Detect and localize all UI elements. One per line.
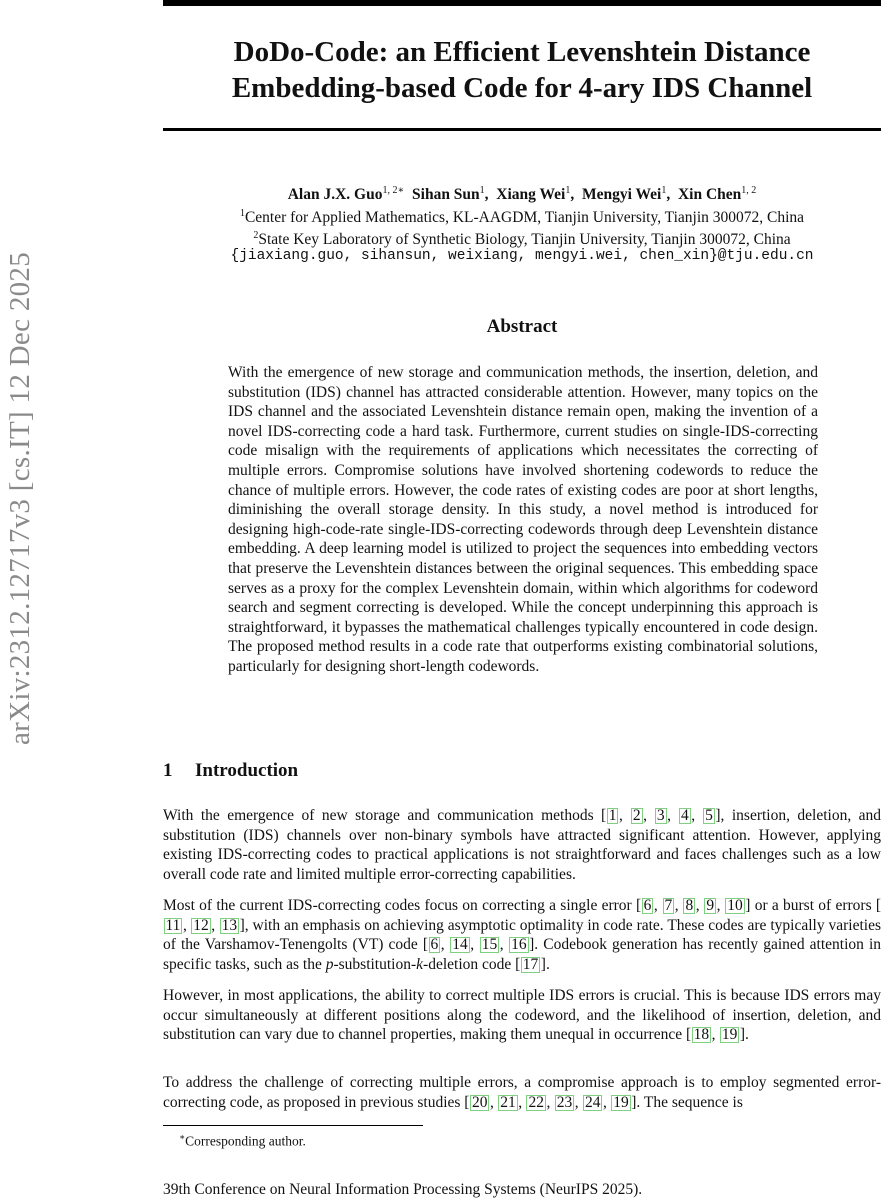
- citation-link[interactable]: 10: [727, 897, 743, 914]
- citation-link[interactable]: 11: [165, 916, 181, 934]
- citation-link[interactable]: 18: [693, 1026, 710, 1044]
- author-affil-sup: 1: [479, 185, 485, 196]
- author-name: Sihan Sun: [412, 186, 480, 204]
- citation-link[interactable]: 24: [584, 1093, 601, 1111]
- title-line-1: DoDo-Code: an Efficient Levenshtein Distance: [233, 36, 811, 68]
- citation-link[interactable]: 9: [706, 897, 715, 914]
- paper-title: [163, 34, 881, 106]
- citation-link[interactable]: 4: [681, 807, 689, 824]
- intro-paragraph-4: To address the challenge of correcting multiple errors, a compromise approach is to employ segmented error-correcting code, as proposed in previous studies [ 20 , 21 , 22 , 23 , 24 , 19 ]. The sequence is: [163, 1074, 881, 1111]
- top-rule: [163, 0, 881, 6]
- citation-link[interactable]: 23: [556, 1093, 573, 1111]
- author-affil-sup: 1: [565, 185, 571, 196]
- citation-link[interactable]: 8: [685, 897, 694, 914]
- footnote: ∗Corresponding author.: [179, 1132, 306, 1149]
- citation-link[interactable]: 14: [452, 936, 468, 954]
- author-affil-sup: 1: [661, 185, 667, 196]
- title-line-2: Embedding-based Code for 4-ary IDS Channel: [231, 72, 813, 104]
- citation-link[interactable]: 2: [632, 807, 641, 824]
- section-number: 1: [163, 760, 173, 781]
- citation-link[interactable]: 5: [705, 807, 713, 824]
- author-name: Xin Chen: [677, 186, 742, 204]
- citation-link[interactable]: 6: [430, 936, 439, 954]
- citation-link[interactable]: 12: [193, 916, 209, 934]
- citation-link[interactable]: 1: [608, 807, 617, 824]
- footnote-rule: [163, 1125, 423, 1126]
- arxiv-stamp: arXiv:2312.12717v3 [cs.IT] 12 Dec 2025: [4, 251, 36, 745]
- venue-footer: 39th Conference on Neural Information Processing Systems (NeurIPS 2025).: [163, 1181, 643, 1198]
- citation-link[interactable]: 19: [613, 1093, 629, 1111]
- citation-link[interactable]: 7: [664, 897, 673, 914]
- citation-link[interactable]: 13: [221, 916, 238, 934]
- citation-link[interactable]: 3: [656, 807, 665, 824]
- intro-paragraph-3: However, in most applications, the ability to correct multiple IDS errors is crucial. This is because IDS errors may occur simultaneously at different positions along the codeword, and the likelihood of insertion, deletion, and substitution can vary due to channel properties, making them unequal in occurrence [ 18 , 19 ].: [163, 987, 881, 1044]
- abstract-text: With the emergence of new storage and communication methods, the insertion, deletion, and substitution (IDS) channel has attracted considerable attention. However, many topics on the IDS channel and the associated Levenshtein distance remain open, making the invention of a novel IDS-correcting code a hard task. Furthermore, current studies on single-IDS-correcting code misalign with the requirements of applications which necessitates the correcting of multiple errors. Compromise solutions have involved shortening codewords to reduce the chance of multiple errors. However, the code rates of existing codes are poor at short lengths, diminishing the overall storage density. In this study, a novel method is introduced for designing high-code-rate single-IDS-correcting codewords through deep Levenshtein distance embedding. A deep learning model is utilized to project the sequences into embedding vectors that preserve the Levenshtein distances between the original sequences. This embedding space serves as a proxy for the complex Levenshtein domain, within which algorithms for codeword search and segment correcting is developed. While the concept underpinning this approach is straightforward, it bypasses the mathematical challenges typically encountered in code design. The proposed method results in a code rate that outperforms existing combinatorial solutions, particularly for designing short-length codewords.: [228, 364, 818, 675]
- title-rule: [163, 128, 881, 131]
- author-list: Alan J.X. Guo$^{1, 2∗}$ Sihan Sun$^1$, Xiang Wei$^1$, Mengyi Wei$^1$, Xin Chen$^{1, 2}$: [287, 185, 757, 204]
- citation-link[interactable]: 19: [721, 1026, 738, 1044]
- author-name: Xiang Wei: [496, 186, 566, 204]
- citation-link[interactable]: 17: [522, 955, 539, 973]
- author-name: Mengyi Wei: [581, 186, 662, 204]
- citation-link[interactable]: 22: [528, 1093, 544, 1111]
- citation-link[interactable]: 16: [511, 936, 527, 954]
- abstract-heading: Abstract: [486, 316, 558, 337]
- section-heading-introduction: [163, 760, 298, 782]
- citation-link[interactable]: 20: [471, 1093, 488, 1111]
- intro-paragraph-2: Most of the current IDS-correcting codes focus on correcting a single error [ 6 , 7 , 8 , 9 , 10 ] or a burst of errors [11 , 12 , 13 ], with an emphasis on achieving asymptotic optimality in code rate. These codes are typically varieties of the Varshamov-Tenengolts (VT) code [ 6 , 14 , 15 , 16 ]. Codebook generation has recently gained attention in specific tasks, such as the p-substitution-k-deletion code [ 17 ].: [163, 897, 881, 973]
- affiliation-2: $^2$State Key Laboratory of Synthetic Biology, Tianjin University, Tianjin 300072, China: [253, 230, 791, 249]
- corresponding-mark: ∗: [397, 185, 405, 196]
- section-title: Introduction: [195, 760, 299, 781]
- author-affil-sup: 1, 2: [741, 185, 757, 196]
- author-emails[interactable]: {jiaxiang.guo, sihansun, weixiang, mengyi.wei, chen_xin}@tju.edu.cn: [230, 248, 814, 264]
- author-affil-sup: 1, 2: [382, 185, 398, 196]
- citation-link[interactable]: 6: [643, 897, 652, 914]
- citation-link[interactable]: 21: [500, 1093, 516, 1111]
- affiliation-1: $^1$Center for Applied Mathematics, KL-AAGDM, Tianjin University, Tianjin 300072, China: [239, 208, 805, 227]
- citation-link[interactable]: 15: [481, 936, 498, 954]
- author-name: Alan J.X. Guo: [287, 186, 383, 204]
- intro-paragraph-1: With the emergence of new storage and communication methods [ 1 , 2 , 3 , 4 , 5 ], insertion, deletion, and substitution (IDS) channels over non-binary symbols have attracted significant attention. However, applying existing IDS-correcting codes to practical applications is not straightforward and faces challenges such as a low overall code rate and limited multiple error-correcting capabilities.: [163, 807, 881, 883]
